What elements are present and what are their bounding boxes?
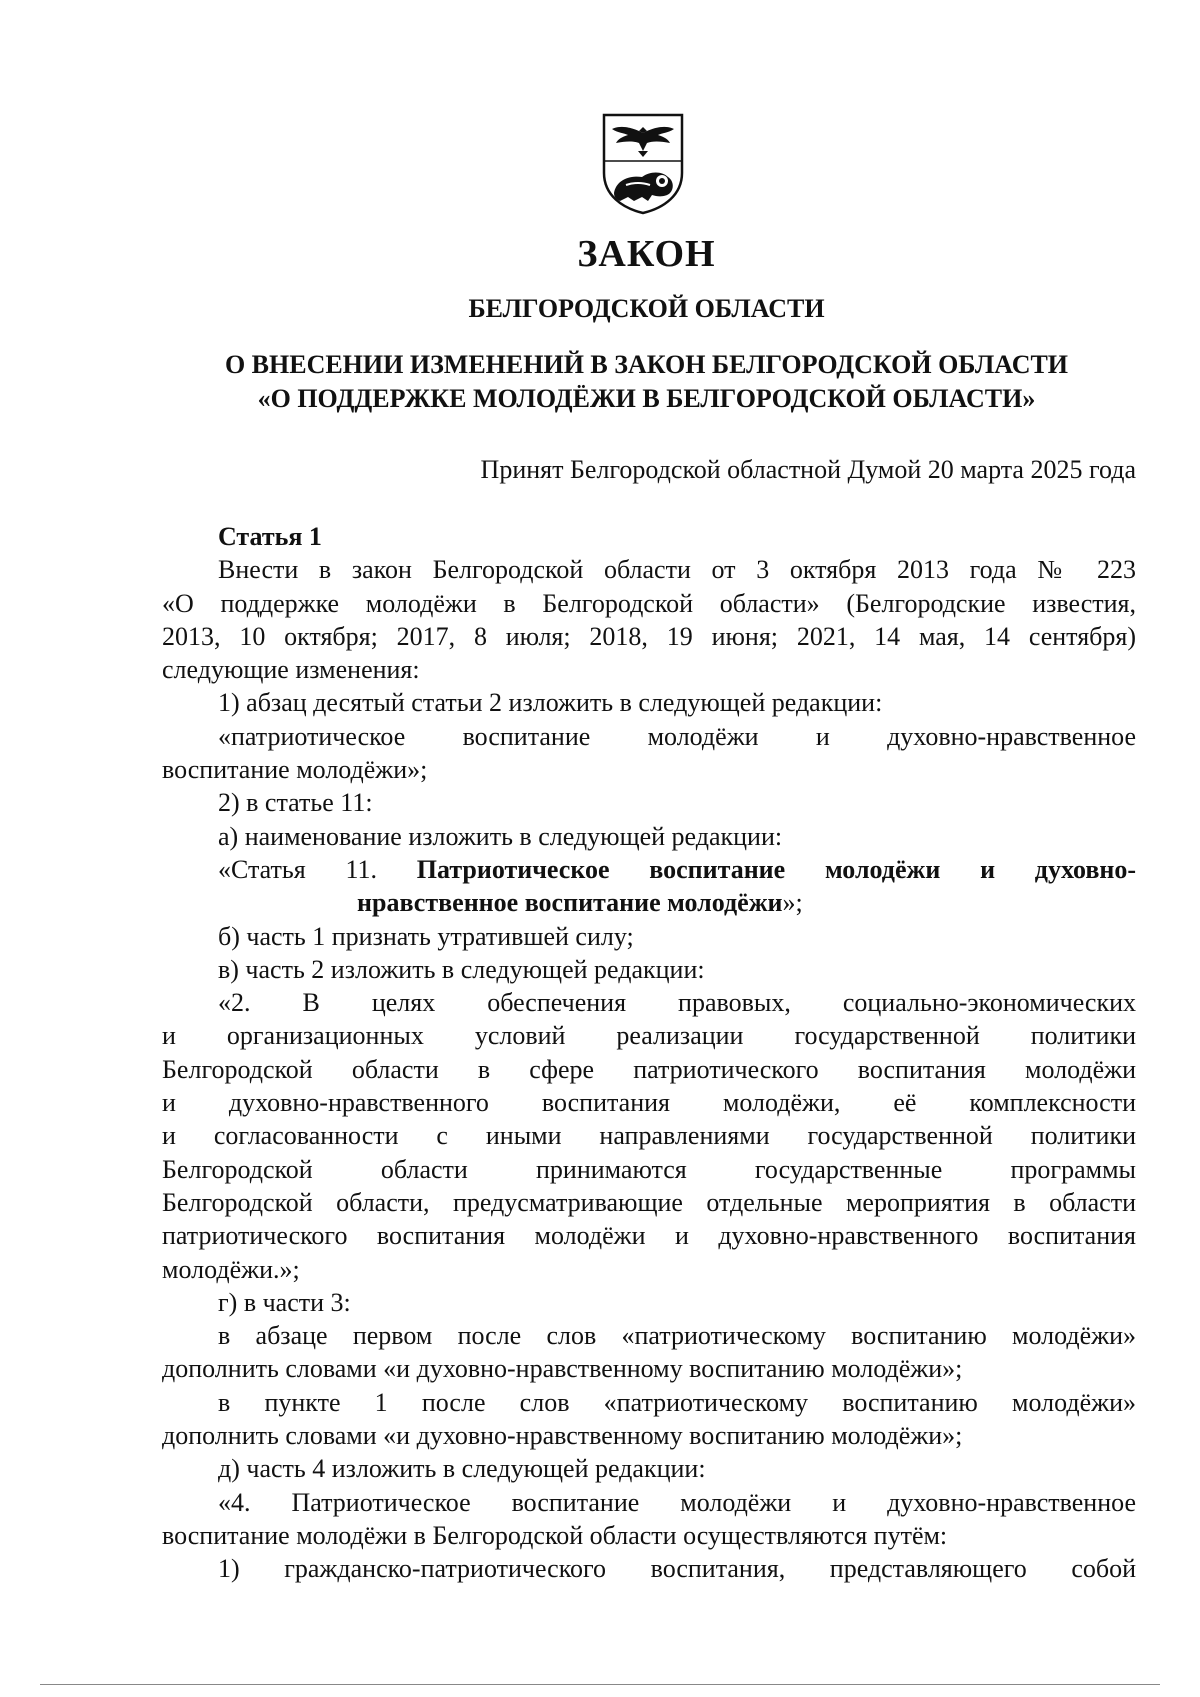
paragraph-line: и духовно-нравственного воспитания молодёжи, её комплексности bbox=[162, 1088, 1136, 1118]
paragraph-line: и организационных условий реализации государственной политики bbox=[162, 1021, 1136, 1051]
law-subject-line-2: «О ПОДДЕРЖКЕ МОЛОДЁЖИ В БЕЛГОРОДСКОЙ ОБЛАСТИ» bbox=[257, 384, 1036, 413]
paragraph-line: в пункте 1 после слов «патриотическому воспитанию молодёжи» bbox=[218, 1387, 1136, 1417]
paragraph-line: молодёжи.»; bbox=[162, 1254, 300, 1284]
paragraph-line: д) часть 4 изложить в следующей редакции: bbox=[218, 1454, 706, 1484]
paragraph-line: и согласованности с иными направлениями государственной политики bbox=[162, 1121, 1136, 1151]
paragraph-line: «патриотическое воспитание молодёжи и духовно-нравственное bbox=[218, 721, 1136, 751]
paragraph-line: Белгородской области, предусматривающие отдельные мероприятия в области bbox=[162, 1187, 1136, 1217]
article-title-line bbox=[162, 886, 1136, 919]
document-type-title: ЗАКОН bbox=[577, 233, 716, 275]
paragraph-line: воспитание молодёжи»; bbox=[162, 755, 428, 785]
paragraph-line: а) наименование изложить в следующей редакции: bbox=[218, 821, 783, 851]
paragraph-line: «О поддержке молодёжи в Белгородской области» (Белгородские известия, bbox=[162, 588, 1136, 618]
paragraph-line: «2. В целях обеспечения правовых, социально-экономических bbox=[218, 988, 1136, 1018]
paragraph-line: г) в части 3: bbox=[218, 1287, 351, 1317]
page-bottom-rule bbox=[40, 1684, 1160, 1685]
article-title-bold: нравственное воспитание молодёжи bbox=[357, 888, 783, 918]
paragraph-line: 1) гражданско-патриотического воспитания, представляющего собой bbox=[218, 1554, 1136, 1584]
paragraph-line: дополнить словами «и духовно-нравственному воспитанию молодёжи»; bbox=[162, 1354, 963, 1384]
paragraph-line: 1) абзац десятый статьи 2 изложить в следующей редакции: bbox=[218, 688, 883, 718]
paragraph-line: Белгородской области в сфере патриотического воспитания молодёжи bbox=[162, 1054, 1136, 1084]
paragraph-line: патриотического воспитания молодёжи и духовно-нравственного воспитания bbox=[162, 1221, 1136, 1251]
region-title: БЕЛГОРОДСКОЙ ОБЛАСТИ bbox=[468, 294, 825, 323]
paragraph-line: б) часть 1 признать утратившей силу; bbox=[218, 921, 634, 951]
paragraph-line: следующие изменения: bbox=[162, 655, 420, 685]
law-subject-line-1: О ВНЕСЕНИИ ИЗМЕНЕНИЙ В ЗАКОН БЕЛГОРОДСКОЙ ОБЛАСТИ bbox=[224, 350, 1069, 379]
paragraph-line: Внести в закон Белгородской области от 3 октября 2013 года № 223 bbox=[218, 555, 1136, 585]
paragraph-line: «4. Патриотическое воспитание молодёжи и духовно-нравственное bbox=[218, 1487, 1136, 1517]
article-title-bold: Патриотическое воспитание молодёжи и духовно- bbox=[416, 854, 1136, 884]
article-heading: Статья 1 bbox=[218, 522, 322, 551]
article-body bbox=[162, 520, 1136, 1586]
paragraph-line: воспитание молодёжи в Белгородской области осуществляются путём: bbox=[162, 1520, 948, 1550]
paragraph-line: 2) в статье 11: bbox=[218, 788, 373, 818]
paragraph-line: дополнить словами «и духовно-нравственному воспитанию молодёжи»; bbox=[162, 1421, 963, 1451]
paragraph-line: в) часть 2 изложить в следующей редакции: bbox=[218, 954, 705, 984]
paragraph-line: Белгородской области принимаются государственные программы bbox=[162, 1154, 1136, 1184]
paragraph-line: в абзаце первом после слов «патриотическому воспитанию молодёжи» bbox=[218, 1321, 1136, 1351]
coat-of-arms-icon bbox=[598, 111, 688, 215]
adoption-note: Принят Белгородской областной Думой 20 марта 2025 года bbox=[480, 455, 1136, 484]
article-title-prefix: «Статья 11. bbox=[218, 854, 378, 884]
article-title-suffix: »; bbox=[782, 888, 803, 918]
article-title-line bbox=[162, 853, 1136, 886]
paragraph-line: 2013, 10 октября; 2017, 8 июля; 2018, 19 июня; 2021, 14 мая, 14 сентября) bbox=[162, 621, 1136, 651]
